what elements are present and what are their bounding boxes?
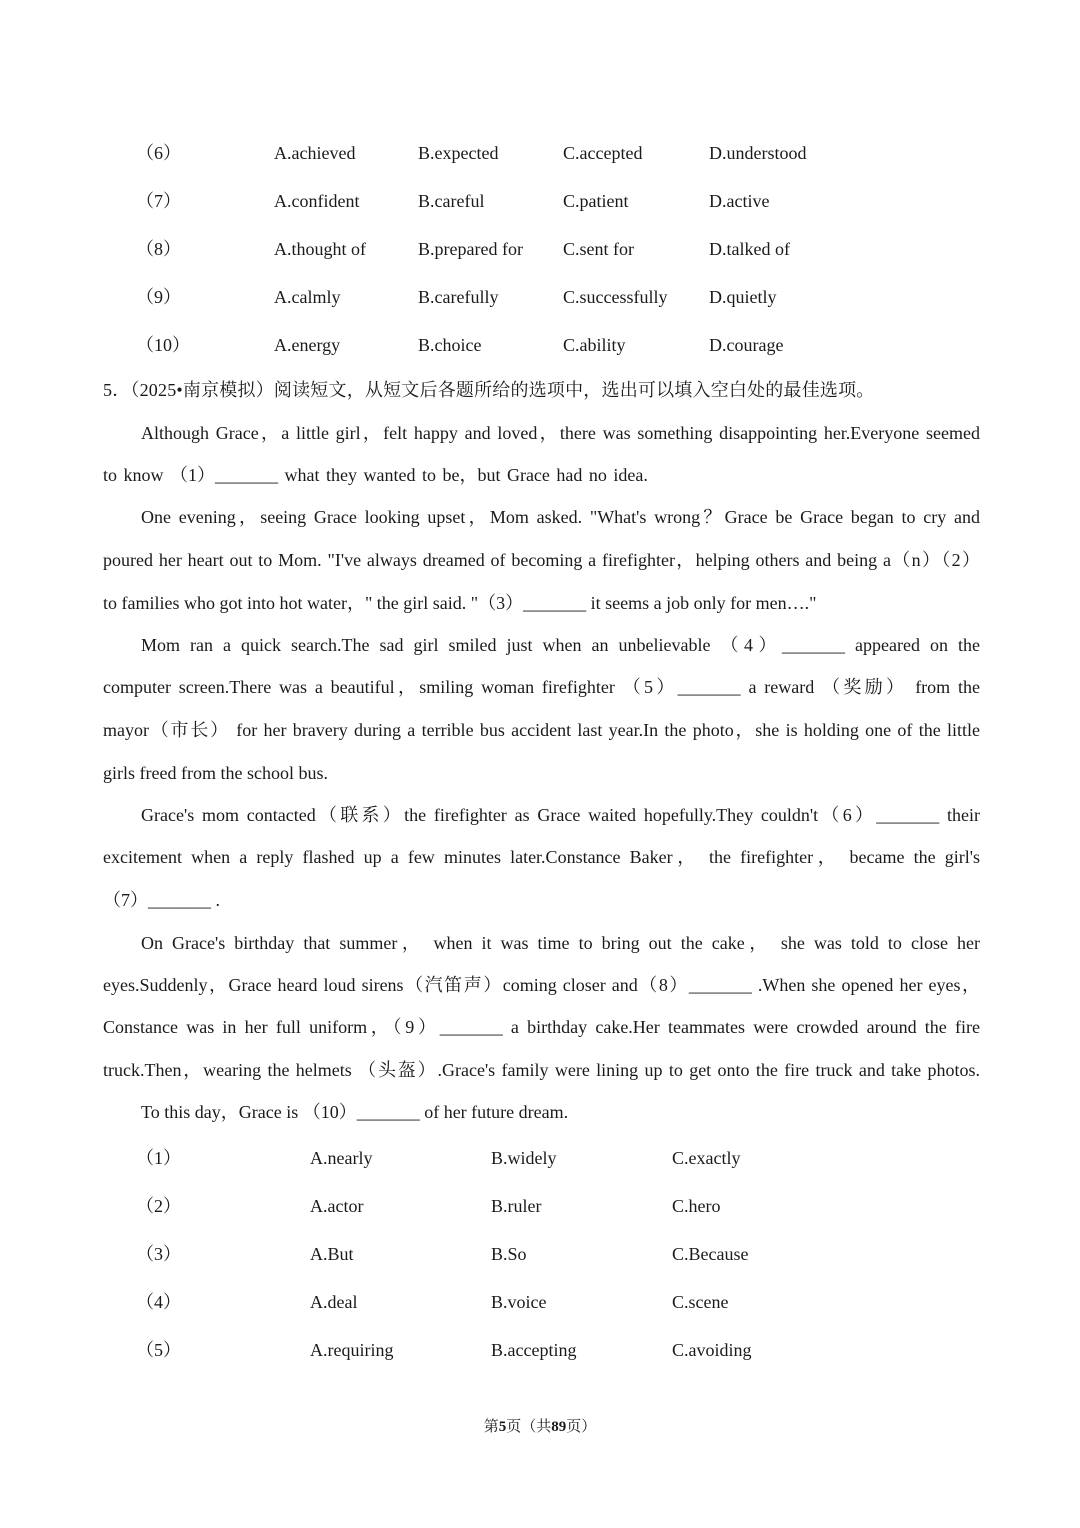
option-number: （9） [136, 287, 181, 307]
option-b: B.careful [418, 191, 485, 211]
option-number: （3） [136, 1244, 181, 1264]
question-title: 5．（2025•南京模拟）阅读短文，从短文后各题所给的选项中，选出可以填入空白处的最佳选项。 [103, 380, 875, 400]
option-number: （4） [136, 1292, 181, 1312]
passage-line: girls freed from the school bus. [103, 763, 328, 783]
passage-line: Constance was in her full uniform，（9）_______ a birthday cake.Her teammates were crowded around the fire [103, 1017, 980, 1037]
passage-line: eyes.Suddenly，Grace heard loud sirens（汽笛声）coming closer and（8）_______ .When she opened her eyes， [103, 975, 980, 995]
option-c: C.avoiding [672, 1340, 752, 1360]
footer-suffix: 页） [566, 1419, 597, 1435]
passage-line: （7）_______ . [103, 890, 220, 910]
passage-line: poured her heart out to Mom. "I've always dreamed of becoming a firefighter，helping others and being a（n）（2） [103, 550, 980, 570]
option-a: A.calmly [274, 287, 341, 307]
prev-option-row-7 [0, 186, 1080, 216]
option-b: B.ruler [491, 1196, 542, 1216]
option-d: D.talked of [709, 239, 790, 259]
option-row-4 [0, 1287, 1080, 1317]
option-b: B.accepting [491, 1340, 577, 1360]
option-row-3 [0, 1239, 1080, 1269]
passage-line: On Grace's birthday that summer， when it was time to bring out the cake， she was told to close her [141, 933, 980, 953]
footer-total-pages: 89 [551, 1419, 567, 1435]
passage-line: To this day，Grace is （10）_______ of her future dream. [141, 1102, 569, 1122]
option-number: （5） [136, 1340, 181, 1360]
prev-option-row-6 [0, 138, 1080, 168]
option-row-5 [0, 1335, 1080, 1365]
passage-line: computer screen.There was a beautiful，smiling woman firefighter （5）_______ a reward （奖励） from the [103, 677, 980, 697]
option-b: B.expected [418, 143, 499, 163]
prev-option-row-9 [0, 282, 1080, 312]
option-c: C.scene [672, 1292, 729, 1312]
option-number: （6） [136, 143, 181, 163]
option-number: （2） [136, 1196, 181, 1216]
footer-mid: 页（共 [506, 1419, 552, 1435]
option-b: B.carefully [418, 287, 499, 307]
option-d: D.understood [709, 143, 807, 163]
option-number: （7） [136, 191, 181, 211]
option-b: B.voice [491, 1292, 547, 1312]
option-a: A.nearly [310, 1148, 373, 1168]
option-c: C.accepted [563, 143, 643, 163]
option-c: C.ability [563, 335, 626, 355]
option-d: D.quietly [709, 287, 777, 307]
passage-line: truck.Then，wearing the helmets （头盔）.Grace's family were lining up to get onto the fire truck and take photos. [103, 1060, 980, 1080]
option-a: A.thought of [274, 239, 366, 259]
option-number: （10） [136, 335, 190, 355]
prev-option-row-8 [0, 234, 1080, 264]
option-b: B.widely [491, 1148, 557, 1168]
option-row-2 [0, 1191, 1080, 1221]
option-c: C.hero [672, 1196, 721, 1216]
option-c: C.patient [563, 191, 629, 211]
option-b: B.So [491, 1244, 527, 1264]
option-c: C.successfully [563, 287, 668, 307]
footer-prefix: 第 [483, 1419, 499, 1435]
option-c: C.exactly [672, 1148, 741, 1168]
option-c: C.sent for [563, 239, 634, 259]
option-a: A.achieved [274, 143, 356, 163]
option-a: A.confident [274, 191, 360, 211]
option-number: （1） [136, 1148, 181, 1168]
passage-line: Although Grace，a little girl，felt happy and loved，there was something disappointing her.Everyone seemed [141, 423, 980, 443]
option-a: A.actor [310, 1196, 364, 1216]
option-row-1 [0, 1143, 1080, 1173]
passage-line: Grace's mom contacted（联系）the firefighter as Grace waited hopefully.They couldn't（6）_______ their [141, 805, 980, 825]
option-a: A.requiring [310, 1340, 394, 1360]
passage-line: excitement when a reply flashed up a few minutes later.Constance Baker， the firefighter， became the girl's [103, 847, 980, 867]
passage-line: mayor（市长） for her bravery during a terrible bus accident last year.In the photo，she is holding one of the little [103, 720, 980, 740]
option-c: C.Because [672, 1244, 749, 1264]
option-a: A.energy [274, 335, 341, 355]
page-footer [0, 1415, 1080, 1439]
passage-line: to families who got into hot water，" the girl said. "（3）_______ it seems a job only for men…." [103, 593, 817, 613]
option-b: B.prepared for [418, 239, 523, 259]
option-d: D.courage [709, 335, 784, 355]
option-b: B.choice [418, 335, 482, 355]
passage-line: One evening，seeing Grace looking upset，Mom asked. "What's wrong？Grace be Grace began to cry and [141, 507, 980, 527]
option-a: A.deal [310, 1292, 358, 1312]
passage-line: to know （1）_______ what they wanted to be，but Grace had no idea. [103, 465, 648, 485]
footer-page-number: 5 [498, 1419, 507, 1435]
option-a: A.But [310, 1244, 354, 1264]
passage-line: Mom ran a quick search.The sad girl smiled just when an unbelievable （4）_______ appeared on the [141, 635, 980, 655]
option-d: D.active [709, 191, 770, 211]
prev-option-row-10 [0, 330, 1080, 360]
option-number: （8） [136, 239, 181, 259]
